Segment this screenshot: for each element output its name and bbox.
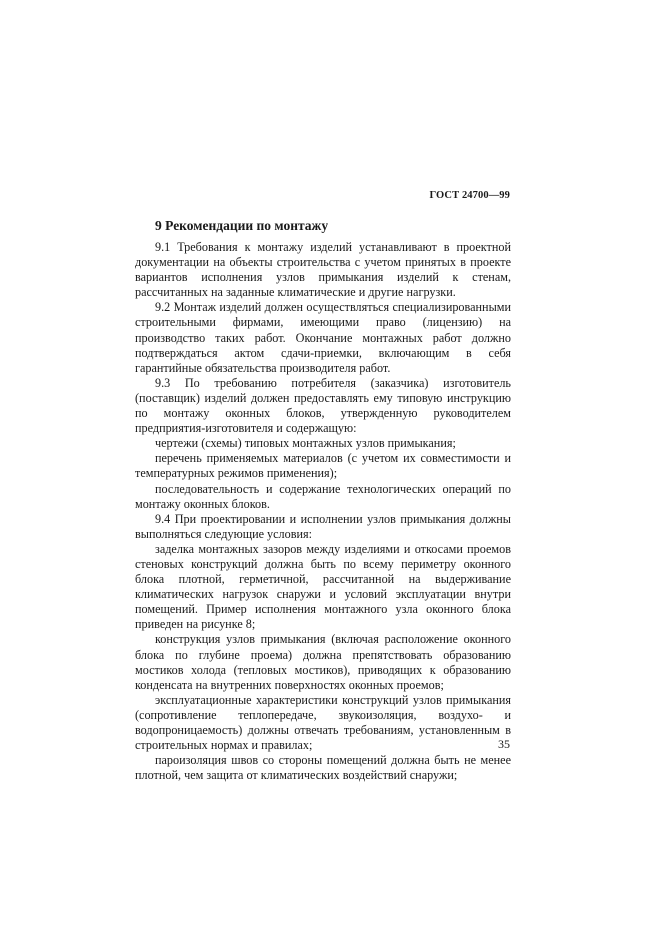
list-item-operations: последовательность и содержание технологических операций по монтажу оконных блоков. <box>135 481 511 511</box>
paragraph-9-3: 9.3 По требованию потребителя (заказчика) изготовитель (поставщик) изделий должен предоставлять ему типовую инструкцию по монтажу оконных блоков, утвержденную руководителем предприятия-изготовителя и содержащую: <box>135 375 511 436</box>
list-item-performance: эксплуатационные характеристики конструкций узлов примыкания (сопротивление теплопередаче, звукоизоляция, воздухо- и водопроницаемость) должны отвечать требованиям, установленным в строительных нормах и правилах; <box>135 692 511 753</box>
paragraph-9-1: 9.1 Требования к монтажу изделий устанавливают в проектной документации на объекты строительства с учетом принятых в проекте вариантов исполнения узлов примыкания изделий к стенам, рассчитанных на заданные климатические и другие нагрузки. <box>135 240 511 300</box>
section-heading: 9 Рекомендации по монтажу <box>155 218 329 233</box>
standard-header: ГОСТ 24700—99 <box>429 190 510 201</box>
list-item-materials: перечень применяемых материалов (с учетом их совместимости и температурных режимов применения); <box>135 451 511 481</box>
list-item-drawings: чертежи (схемы) типовых монтажных узлов примыкания; <box>155 436 456 451</box>
list-item-vapor-barrier: пароизоляция швов со стороны помещений должна быть не менее плотной, чем защита от климатических воздействий снаружи; <box>135 753 511 783</box>
list-item-gap-sealing: заделка монтажных зазоров между изделиями и откосами проемов стеновых конструкций должна быть по всему периметру оконного блока плотной, герметичной, рассчитанной на выдерживание климатических нагрузок снаружи и условий эксплуатации внутри помещений. Пример исполнения монтажного узла оконного блока приведен на рисунке 8; <box>135 541 511 632</box>
paragraph-9-2: 9.2 Монтаж изделий должен осуществляться специализированными строительными фирмами, имеющими право (лицензию) на производство таких работ. Окончание монтажных работ должно подтверждаться актом сдачи-приемки, включающим в себя гарантийные обязательства производителя работ. <box>135 300 511 375</box>
section-body <box>135 240 511 783</box>
list-item-joint-design: конструкция узлов примыкания (включая расположение оконного блока по глубине проема) должна препятствовать образованию мостиков холода (тепловых мостиков), приводящих к образованию конденсата на внутренних поверхностях оконных проемов; <box>135 632 511 692</box>
paragraph-9-4: 9.4 При проектировании и исполнении узлов примыкания должны выполняться следующие условия: <box>135 511 511 541</box>
page-number: 35 <box>498 737 510 751</box>
